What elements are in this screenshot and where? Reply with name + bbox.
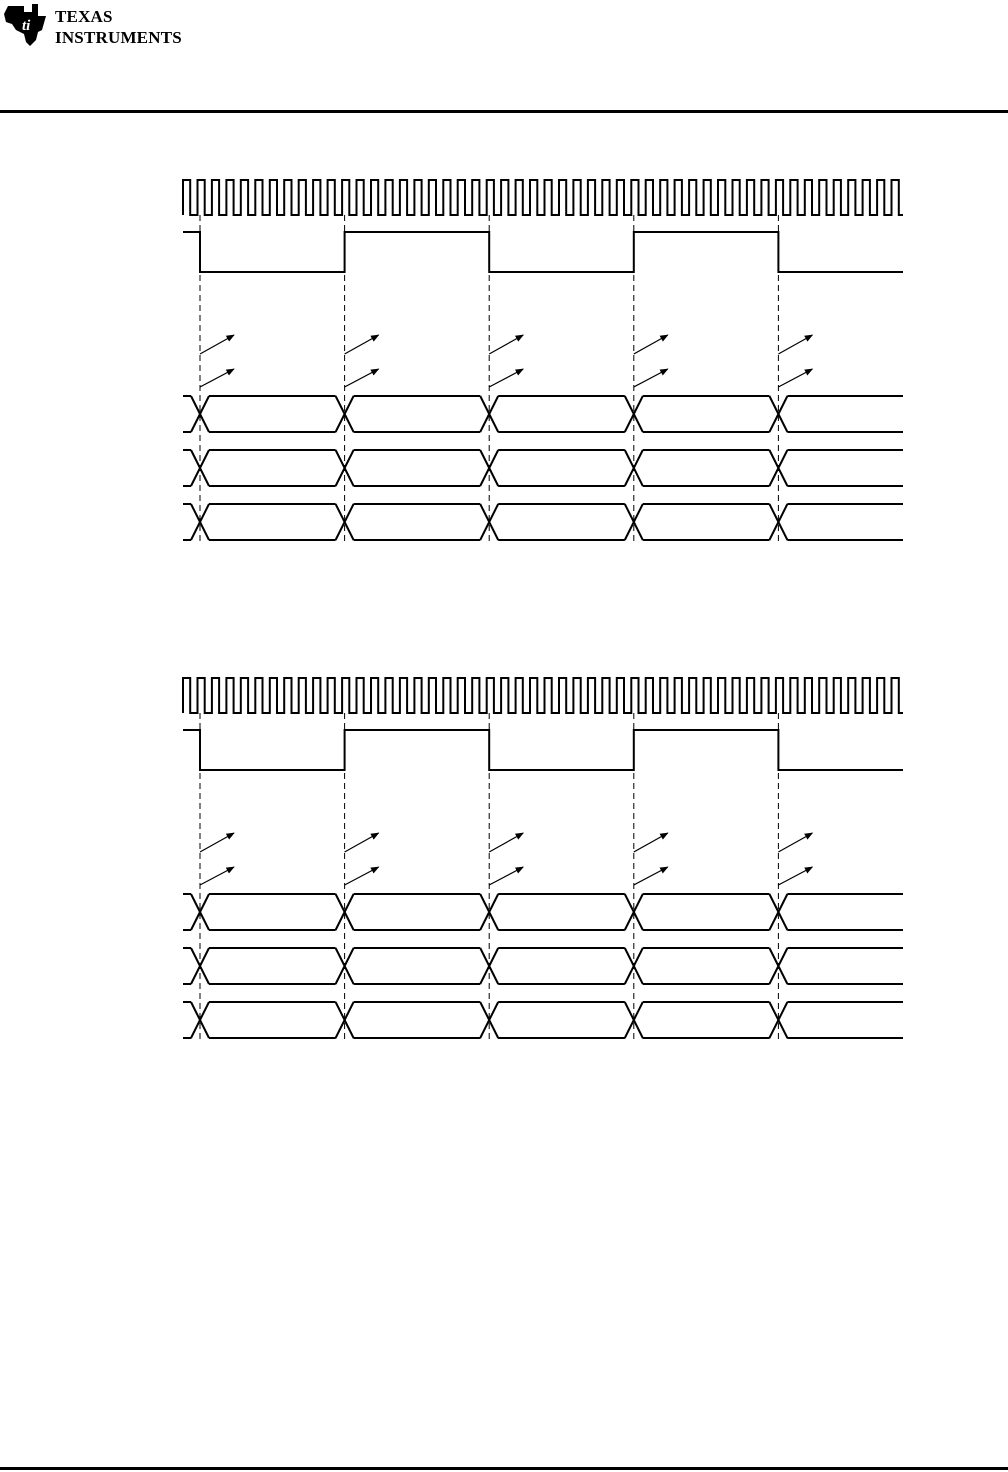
timing-arrow bbox=[200, 335, 234, 354]
timing-diagram-2-svg bbox=[175, 668, 910, 1048]
timing-arrow bbox=[200, 369, 234, 387]
clock-signal bbox=[183, 180, 903, 215]
data-lane-1 bbox=[183, 894, 903, 930]
timing-arrow bbox=[489, 335, 523, 354]
svg-text:ti: ti bbox=[22, 18, 31, 34]
data-lane-2 bbox=[183, 948, 903, 984]
clock-signal bbox=[183, 678, 903, 713]
timing-arrow bbox=[634, 335, 668, 354]
ti-logo-icon bbox=[2, 2, 52, 48]
data-lane-3 bbox=[183, 1002, 903, 1038]
timing-arrow bbox=[345, 833, 379, 852]
timing-arrow bbox=[489, 369, 523, 387]
timing-arrow bbox=[634, 833, 668, 852]
logo-text-line1: TEXAS bbox=[55, 7, 113, 26]
timing-arrow bbox=[345, 369, 379, 387]
frame-sync-signal bbox=[183, 730, 903, 770]
timing-diagram-1 bbox=[175, 170, 910, 550]
frame-sync-signal bbox=[183, 232, 903, 272]
timing-arrow bbox=[778, 335, 812, 354]
company-logo bbox=[2, 2, 202, 50]
timing-arrow bbox=[200, 867, 234, 885]
timing-arrow bbox=[778, 867, 812, 885]
timing-arrow bbox=[634, 867, 668, 885]
timing-arrow bbox=[489, 867, 523, 885]
timing-arrow bbox=[778, 369, 812, 387]
timing-diagram-2 bbox=[175, 668, 910, 1048]
timing-arrow bbox=[489, 833, 523, 852]
timing-arrow bbox=[778, 833, 812, 852]
timing-arrow bbox=[200, 833, 234, 852]
data-lane-1 bbox=[183, 396, 903, 432]
data-lane-2 bbox=[183, 450, 903, 486]
timing-arrow bbox=[345, 335, 379, 354]
timing-diagram-1-svg bbox=[175, 170, 910, 550]
data-lane-3 bbox=[183, 504, 903, 540]
header-divider bbox=[0, 110, 1008, 113]
timing-arrow bbox=[634, 369, 668, 387]
footer-divider bbox=[0, 1467, 1008, 1470]
logo-text-line2: INSTRUMENTS bbox=[55, 28, 182, 47]
page-header bbox=[0, 0, 1008, 112]
timing-arrow bbox=[345, 867, 379, 885]
